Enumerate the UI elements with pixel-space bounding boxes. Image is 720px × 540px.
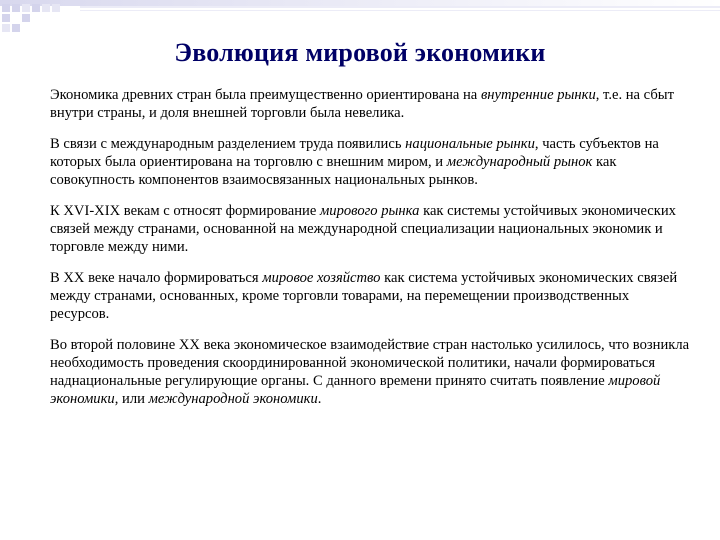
text-run: , т.е. на сбыт внутри страны, и доля внешней торговли была невелика.: [50, 87, 674, 121]
italic-term: внутренние рынки: [480, 87, 596, 103]
page-title: Эволюция мировой экономики: [174, 38, 546, 67]
text-run: как системы устойчивых экономических связей между странами, основанной на международной специализации национальных экономик и торговле между ними.: [50, 203, 676, 255]
text-run: Экономика древних стран была преимущественно ориентирована на: [50, 87, 481, 103]
text-run: , или: [114, 391, 149, 407]
paragraph-4: [50, 269, 690, 323]
body-text: [50, 86, 690, 421]
italic-term: мировой экономики: [50, 373, 661, 407]
italic-term: мирового рынка: [319, 203, 420, 219]
italic-term: международный рынок: [446, 154, 593, 170]
text-run: В связи с международным разделением труда появились: [50, 136, 406, 152]
paragraph-5: [50, 336, 690, 408]
paragraph-3: [50, 202, 690, 256]
text-run: как совокупность компонентов взаимосвязанных национальных рынков.: [50, 154, 617, 188]
italic-term: международной экономики: [148, 391, 318, 407]
text-run: как система устойчивых экономических связей между странами, основанных, кроме торговли товарами, на перемещении производственных ресурсов.: [50, 270, 678, 322]
text-run: К XVI-XIX векам с относят формирование: [50, 203, 320, 219]
text-run: , часть субъектов на которых была ориентирована на торговлю с внешним миром, и: [50, 136, 659, 170]
paragraph-2: [50, 135, 690, 189]
italic-term: мировое хозяйство: [262, 270, 381, 286]
text-run: В ХХ веке начало формироваться: [50, 270, 263, 286]
text-run: Во второй половине ХХ века экономическое взаимодействие стран настолько усилилось, что возникла необходимость проведения скоординированной экономической политики, начали формироваться наднациональные регулирующие органы. С данного времени принято считать появление: [50, 337, 690, 389]
text-run: .: [317, 391, 322, 407]
paragraph-1: [50, 86, 690, 122]
italic-term: национальные рынки: [405, 136, 535, 152]
header-stripes: [80, 6, 720, 11]
header-gradient-band: [0, 0, 720, 6]
